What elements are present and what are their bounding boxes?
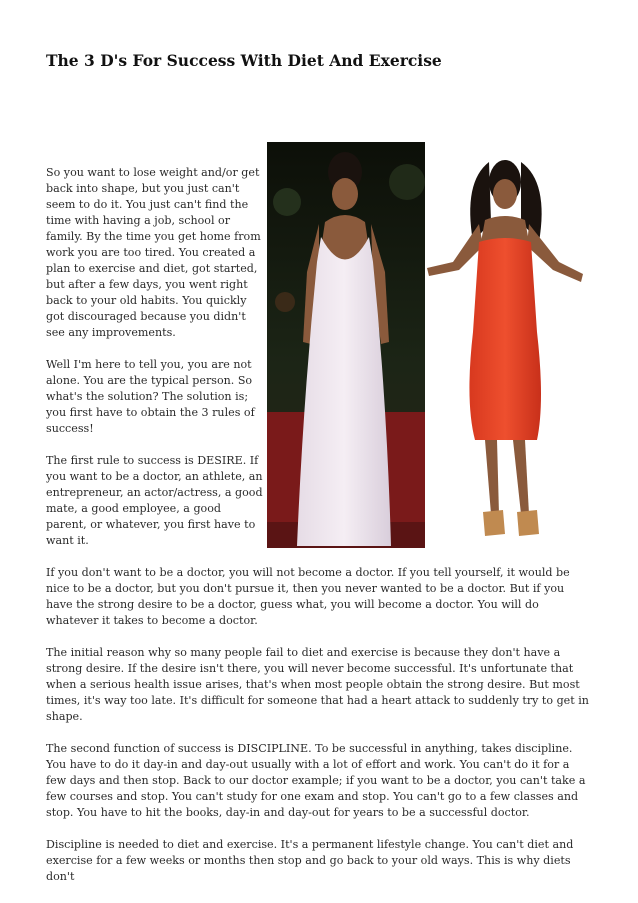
article-body [46,165,593,901]
paragraph: Well I'm here to tell you, you are not alone. You are the typical person. So what's the solution? The solution is; you first have to obtain the 3 rules of success! [46,358,255,435]
paragraph: The first rule to success is DESIRE. If you want to be a doctor, an athlete, an entrepreneur, an actor/actress, a good mate, a good employee, a good parent, or whatever, you first have to want it. [46,454,263,547]
paragraph: The initial reason why so many people fail to diet and exercise is because they don't have a strong desire. If the desire isn't there, you will never become successful. It's unfortunate that when a serious health issue arises, that's when most people obtain the strong desire. But most times, it's way too late. It's difficult for someone that had a heart attack to suddenly try to get in shape. [46,646,589,723]
paragraph: Discipline is needed to diet and exercise. It's a permanent lifestyle change. You can't diet and exercise for a few weeks or months then stop and go back to your old ways. This is why diets don't [46,838,574,883]
document-title: The 3 D's For Success With Diet And Exercise [46,51,442,70]
paragraph: If you don't want to be a doctor, you will not become a doctor. If you tell yourself, it would be nice to be a doctor, but you don't pursue it, then you never wanted to be a doctor. But if you have the strong desire to be a doctor, guess what, you will become a doctor. You will do whatever it takes to become a doctor. [46,566,570,627]
paragraph: The second function of success is DISCIPLINE. To be successful in anything, takes discipline. You have to do it day-in and day-out usually with a lot of effort and work. You can't do it for a few days and then stop. Back to our doctor example; if you want to be a doctor, you can't take a few courses and stop. You can't study for one exam and stop. You can't go to a few classes and stop. You have to hit the books, day-in and day-out for years to be a successful doctor. [46,742,586,819]
paragraph: So you want to lose weight and/or get back into shape, but you just can't seem to do it. You just can't find the time with having a job, school or family. By the time you get home from work you are too tired. You created a plan to exercise and diet, got started, but after a few days, you went right back to your old habits. You quickly got discouraged because you didn't see any improvements. [46,166,261,339]
